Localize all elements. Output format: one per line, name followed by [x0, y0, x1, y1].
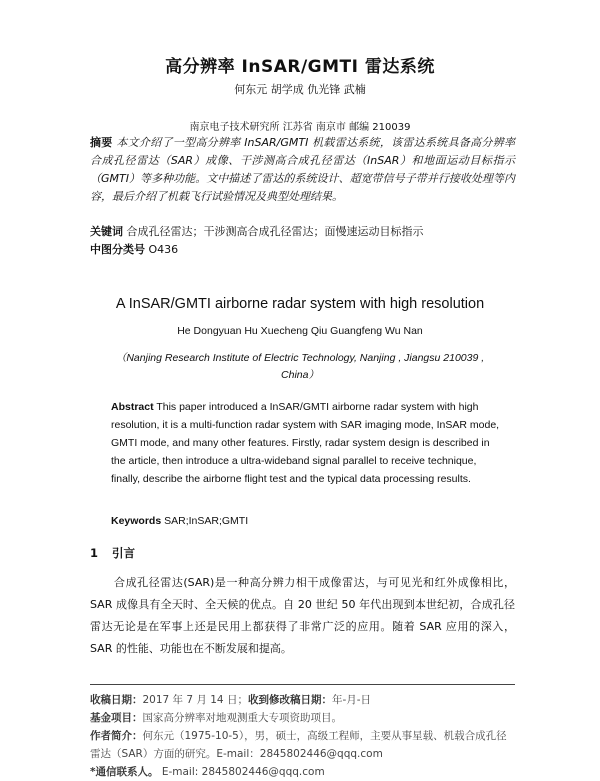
section-number: 1 — [90, 546, 99, 560]
fund-label: 基金项目： — [90, 712, 143, 724]
keywords-en-label: Keywords — [111, 515, 162, 527]
keywords-label: 关键词 — [90, 225, 123, 238]
received-text: 2017 年 7 月 14 日； — [142, 694, 248, 706]
english-author-list: He Dongyuan Hu Xuecheng Qiu Guangfeng Wu Nan — [177, 325, 423, 337]
keywords-chinese — [90, 223, 424, 239]
footnote-contact — [90, 763, 515, 781]
contact-text: E-mail: 2845802446@qqq.com — [158, 766, 325, 778]
english-affiliation: （Nanjing Research Institute of Electric Technology, Nanjing , Jiangsu 210039 , China） — [115, 352, 485, 381]
classification-text: O436 — [145, 243, 179, 256]
abstract-en-label: Abstract — [111, 401, 154, 413]
revised-label: 收到修改稿日期： — [247, 694, 332, 706]
keywords-text: 合成孔径雷达；干涉测高合成孔径雷达；面慢速运动目标指示 — [123, 225, 424, 238]
section-heading-introduction — [90, 545, 135, 561]
abstract-en-text: This paper introduced a InSAR/GMTI airborne radar system with high resolution, it is a multi-function radar system with SAR imaging mode, InSAR mode, GMTI mode, and many other features. Firstly, radar system design is described in the article, then introduce a ultra-wideband signal parallel to receive technique, finally, describe the airborne flight test and the typical data processing results. — [111, 401, 500, 485]
author-list: 何东元 胡学成 仇光锋 武楠 — [234, 83, 366, 96]
section-title: 引言 — [112, 546, 136, 560]
affiliation: 南京电子技术研究所 江苏省 南京市 邮编 210039 — [189, 122, 411, 133]
footnote-divider — [90, 684, 515, 685]
revised-text: 年-月-日 — [331, 694, 372, 706]
abstract-chinese — [90, 134, 515, 206]
bio-text: 何东元（1975-10-5），男，硕士，高级工程师，主要从事星载、机载合成孔径雷达（SAR）方面的研究。E-mail：2845802446@qqq.com — [90, 730, 507, 760]
abstract-label: 摘要 — [90, 136, 113, 149]
abstract-text: 本文介绍了一型高分辨率 InSAR/GMTI 机载雷达系统，该雷达系统具备高分辨率合成孔径雷达（SAR）成像、干涉测高合成孔径雷达（InSAR）和地面运动目标指示（GMTI）等多种功能。文中描述了雷达的系统设计、超宽带信号子带并行接收处理等内容，最后介绍了机载飞行试验情况及典型处理结果。 — [90, 136, 515, 203]
classification-label: 中图分类号 — [90, 243, 145, 256]
footnote-fund — [90, 709, 515, 727]
received-label: 收稿日期： — [90, 694, 143, 706]
bio-label: 作者简介： — [90, 730, 143, 742]
keywords-english — [111, 515, 248, 527]
fund-text: 国家高分辨率对地观测重大专项资助项目。 — [142, 712, 342, 724]
footnote-bio — [90, 727, 515, 763]
body-paragraph: 合成孔径雷达(SAR)是一种高分辨力相干成像雷达，与可见光和红外成像相比，SAR 成像具有全天时、全天候的优点。自 20 世纪 50 年代出现到本世纪初，合成孔径雷达无论是在军事上还是民用上都获得了非常广泛的应用。随着 SAR 应用的深入，SAR 的性能、功能也在不断发展和提高。 — [90, 576, 515, 655]
contact-label: *通信联系人。 — [90, 766, 159, 778]
paper-title: 高分辨率 InSAR/GMTI 雷达系统 — [165, 57, 435, 77]
classification-code — [90, 241, 178, 257]
english-title: A InSAR/GMTI airborne radar system with high resolution — [115, 296, 485, 312]
footnote-received — [90, 691, 515, 709]
keywords-en-text: SAR;InSAR;GMTI — [161, 515, 249, 527]
abstract-english — [111, 398, 501, 488]
